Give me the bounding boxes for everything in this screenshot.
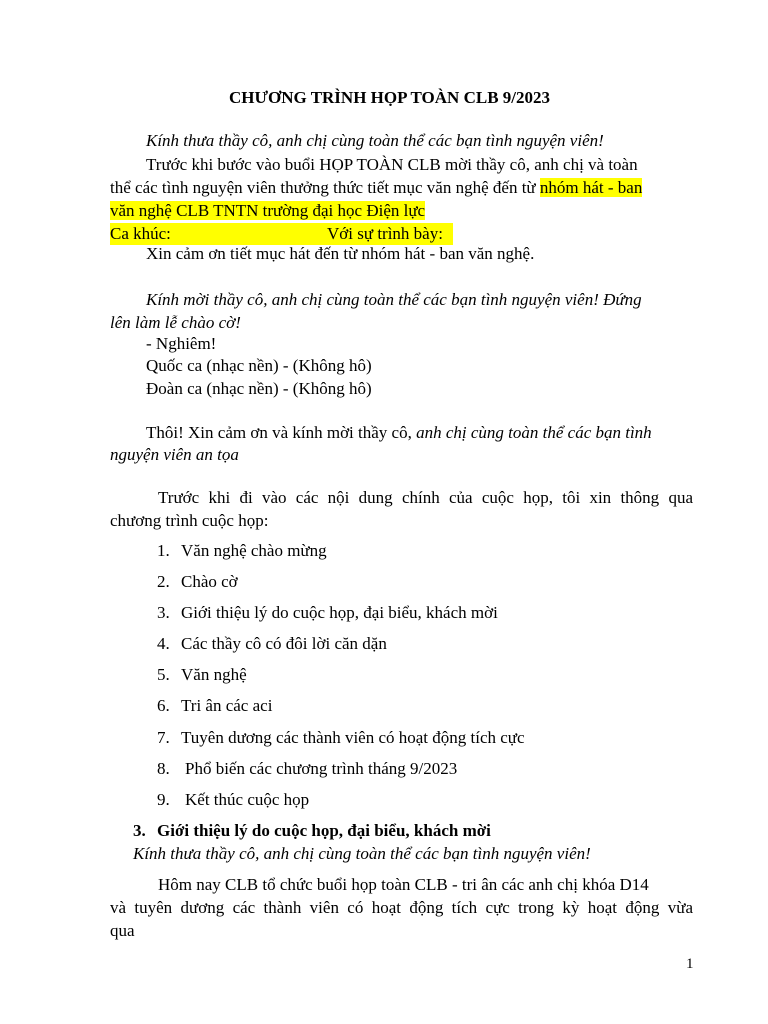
agenda-text: Phổ biến các chương trình tháng 9/2023: [185, 759, 458, 778]
agenda-num: 1.: [157, 541, 170, 560]
attention-line: - Nghiêm!: [146, 334, 217, 353]
sit-line-1: [146, 422, 652, 444]
agenda-item-4: [157, 633, 387, 655]
song-line: [110, 223, 453, 245]
anthem-line-2: Đoàn ca (nhạc nền) - (Không hô): [146, 379, 372, 398]
section-3-heading: [133, 820, 491, 842]
intro-line-3: [110, 200, 425, 222]
agenda-item-3: [157, 602, 498, 624]
section-3-para-line-2: và tuyên dương các thành viên có hoạt động tích cực trong kỳ hoạt động vừa: [110, 898, 693, 917]
agenda-text: Tuyên dương các thành viên có hoạt động tích cực: [181, 728, 525, 747]
program-intro-line-1: Trước khi đi vào các nội dung chính của cuộc họp, tôi xin thông qua: [158, 488, 693, 507]
agenda-num: 5.: [157, 665, 170, 684]
agenda-item-9: [157, 789, 309, 811]
page-number: 1: [686, 956, 694, 972]
sit-plain: Thôi! Xin cảm ơn và kính mời thầy cô,: [146, 423, 417, 442]
agenda-item-6: [157, 695, 272, 717]
program-intro-line-2: chương trình cuộc họp:: [110, 511, 269, 530]
agenda-num: 2.: [157, 572, 170, 591]
agenda-item-8: [157, 758, 457, 780]
section-3-num: 3.: [133, 821, 146, 840]
agenda-item-5: [157, 664, 247, 686]
song-label: Ca khúc:: [110, 224, 171, 243]
anthem-line-1: Quốc ca (nhạc nền) - (Không hô): [146, 356, 372, 375]
agenda-item-1: [157, 540, 327, 562]
agenda-text: Kết thúc cuộc họp: [185, 790, 310, 809]
agenda-num: 7.: [157, 728, 170, 747]
sit-italic: anh chị cùng toàn thể các bạn tình: [416, 423, 652, 442]
intro-line-1: Trước khi bước vào buổi HỌP TOÀN CLB mời thầy cô, anh chị và toàn: [146, 155, 638, 174]
agenda-item-7: [157, 727, 525, 749]
highlight-group-name-cont: văn nghệ CLB TNTN trường đại học Điện lực: [110, 201, 426, 220]
agenda-text: Giới thiệu lý do cuộc họp, đại biểu, khách mời: [181, 603, 498, 622]
intro-line-2: [110, 177, 642, 199]
section-3-greeting: Kính thưa thầy cô, anh chị cùng toàn thể các bạn tình nguyện viên!: [133, 844, 591, 863]
agenda-item-2: [157, 571, 238, 593]
agenda-num: 8.: [157, 759, 170, 778]
section-3-para-line-1: Hôm nay CLB tổ chức buổi họp toàn CLB - tri ân các anh chị khóa D14: [158, 875, 649, 894]
agenda-num: 3.: [157, 603, 170, 622]
agenda-text: Tri ân các aci: [181, 696, 273, 715]
flag-invite-line-1: Kính mời thầy cô, anh chị cùng toàn thể các bạn tình nguyện viên! Đứng: [146, 290, 642, 309]
section-3-title: Giới thiệu lý do cuộc họp, đại biểu, khách mời: [157, 821, 491, 840]
agenda-text: Các thầy cô có đôi lời căn dặn: [181, 634, 387, 653]
flag-invite-line-2: lên làm lễ chào cờ!: [110, 313, 241, 332]
sit-line-2: nguyện viên an tọa: [110, 445, 239, 464]
agenda-num: 6.: [157, 696, 170, 715]
highlight-group-name: nhóm hát - ban: [539, 178, 643, 197]
agenda-num: 9.: [157, 790, 170, 809]
agenda-text: Văn nghệ chào mừng: [181, 541, 327, 560]
intro-line-2-plain: thể các tình nguyện viên thưởng thức tiết mục văn nghệ đến từ: [110, 178, 540, 197]
agenda-text: Văn nghệ: [181, 665, 247, 684]
greeting-line: Kính thưa thầy cô, anh chị cùng toàn thể các bạn tình nguyện viên!: [146, 131, 604, 150]
song-line-highlight: [110, 223, 453, 245]
document-title: CHƯƠNG TRÌNH HỌP TOÀN CLB 9/2023: [229, 88, 550, 107]
thanks-line: Xin cảm ơn tiết mục hát đến từ nhóm hát - ban văn nghệ.: [146, 244, 535, 263]
perform-label: Với sự trình bày:: [327, 224, 443, 243]
section-3-para-line-3: qua: [110, 921, 135, 940]
agenda-num: 4.: [157, 634, 170, 653]
agenda-text: Chào cờ: [181, 572, 238, 591]
